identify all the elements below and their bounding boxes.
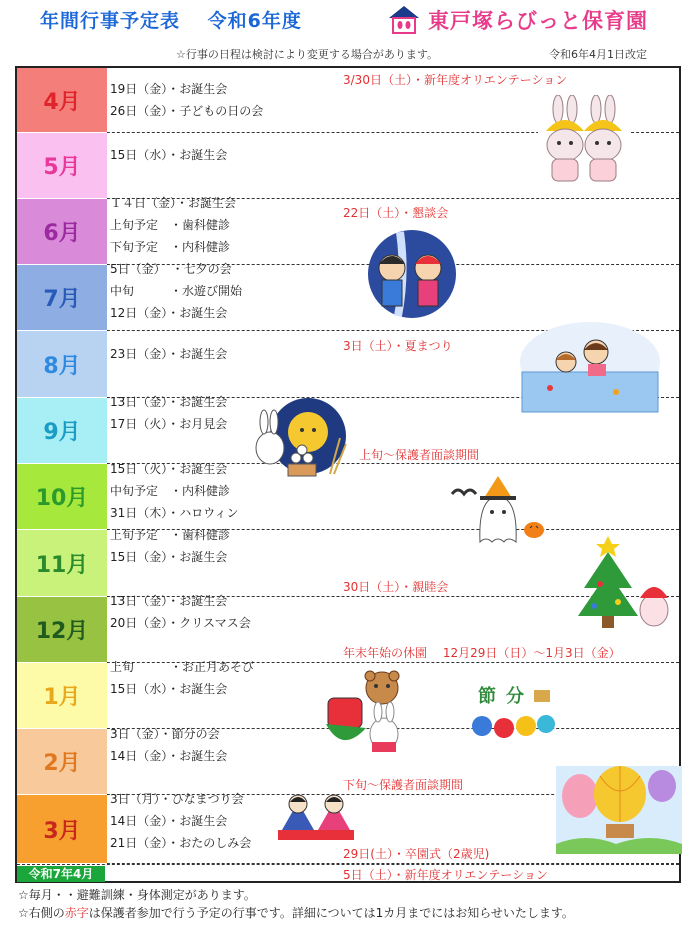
event-item: 下旬予定 ・内科健診 [110, 240, 231, 254]
christmas-tree-icon [574, 536, 674, 636]
event-item: 13日（金）・お誕生会 [110, 594, 228, 608]
page-title: 年間行事予定表 令和6年度 [40, 10, 302, 32]
rabbits-icon [538, 95, 630, 191]
footer-note-2-start: ☆右側の [18, 906, 65, 920]
event-item: 上旬 ・お正月あそび [110, 660, 255, 674]
school-logo [388, 4, 648, 36]
month-label: 8月 [17, 331, 107, 398]
parent-event: 22日（土）・懇談会 [343, 206, 449, 220]
house-icon [388, 5, 420, 35]
schedule-notice: ☆行事の日程は検討により変更する場合があります。 [176, 48, 438, 61]
event-item: 上旬予定 ・歯科健診 [110, 528, 231, 542]
event-item: 15日（水）・お誕生会 [110, 148, 228, 162]
event-item: 5日（金） ・七夕の会 [110, 262, 232, 276]
halloween-ghost-icon [450, 474, 548, 544]
month-label: 1月 [17, 663, 107, 729]
tanabata-icon [362, 228, 462, 320]
school-name: 東戸塚らびっと保育園 [428, 9, 648, 33]
moon-viewing-icon [248, 398, 350, 480]
month-label: 4月 [17, 68, 107, 133]
event-item: 15日（金）・お誕生会 [110, 550, 228, 564]
month-label: 6月 [17, 199, 107, 265]
month-label: 12月 [17, 597, 107, 663]
footer-note-2 [18, 904, 574, 921]
lion-dance-icon [322, 668, 414, 756]
event-item: 上旬予定 ・歯科健診 [110, 218, 231, 232]
month-label: 11月 [17, 530, 107, 597]
parent-event: 29日(土）・卒園式（2歳児) [343, 847, 490, 861]
event-item: 中旬予定 ・内科健診 [110, 484, 231, 498]
parent-event: 30日（土）・親睦会 [343, 580, 449, 594]
parent-event: 3/30日（土）・新年度オリエンテーション [343, 73, 568, 87]
parent-event: 3日（土）・夏まつり [343, 339, 453, 353]
pool-icon [520, 322, 662, 418]
event-item: １４日（金）・お誕生会 [110, 196, 237, 210]
event-item: 13日（金）・お誕生会 [110, 395, 228, 409]
footer-note-1: ☆毎月・・避難訓練・身体測定があります。 [18, 888, 256, 902]
event-item: 中旬 ・水遊び開始 [110, 284, 243, 298]
month-label: 3月 [17, 795, 107, 864]
revision-date: 令和6年4月1日改定 [549, 48, 647, 61]
event-item: 14日（金）・お誕生会 [110, 814, 228, 828]
event-item: 21日（金）・おたのしみ会 [110, 836, 252, 850]
bottom-divider [17, 864, 679, 865]
parent-event: 年末年始の休園 12月29日（日）～1月3日（金） [343, 646, 621, 660]
event-item: 26日（金）・子どもの日の会 [110, 104, 264, 118]
next-april-orientation: 5日（土）・新年度オリエンテーション [343, 868, 548, 882]
event-item: 3日（月）・ひなまつり会 [110, 792, 244, 806]
svg-text:分: 分 [506, 686, 524, 707]
parent-event: 上旬～保護者面談期間 [359, 448, 480, 462]
event-item: 19日（金）・お誕生会 [110, 82, 228, 96]
parent-event: 下旬～保護者面談期間 [343, 778, 464, 792]
event-item: 3日（金）・節分の会 [110, 727, 220, 741]
month-label: 9月 [17, 398, 107, 464]
setsubun-icon [464, 680, 560, 742]
month-label: 2月 [17, 729, 107, 795]
balloon-icon [556, 766, 682, 854]
event-item: 15日（火）・お誕生会 [110, 462, 228, 476]
footer-note-2-end: は保護者参加で行う予定の行事です。詳細については1カ月までにはお知らせいたします。 [88, 906, 574, 920]
month-label: 10月 [17, 464, 107, 530]
footer-note-2-red: 赤字 [64, 906, 89, 920]
event-item: 31日（木）・ハロウィン [110, 506, 239, 520]
event-item: 14日（金）・お誕生会 [110, 749, 228, 763]
event-item: 12日（金）・お誕生会 [110, 306, 228, 320]
month-label: 7月 [17, 265, 107, 331]
svg-text:節: 節 [478, 686, 496, 707]
event-item: 23日（金）・お誕生会 [110, 347, 228, 361]
event-item: 15日（水）・お誕生会 [110, 682, 228, 696]
month-label: 5月 [17, 133, 107, 199]
hina-dolls-icon [278, 790, 354, 840]
event-item: 17日（火）・お月見会 [110, 417, 228, 431]
event-item: 20日（金）・クリスマス会 [110, 616, 251, 630]
next-april-label: 令和7年4月 [17, 866, 105, 882]
